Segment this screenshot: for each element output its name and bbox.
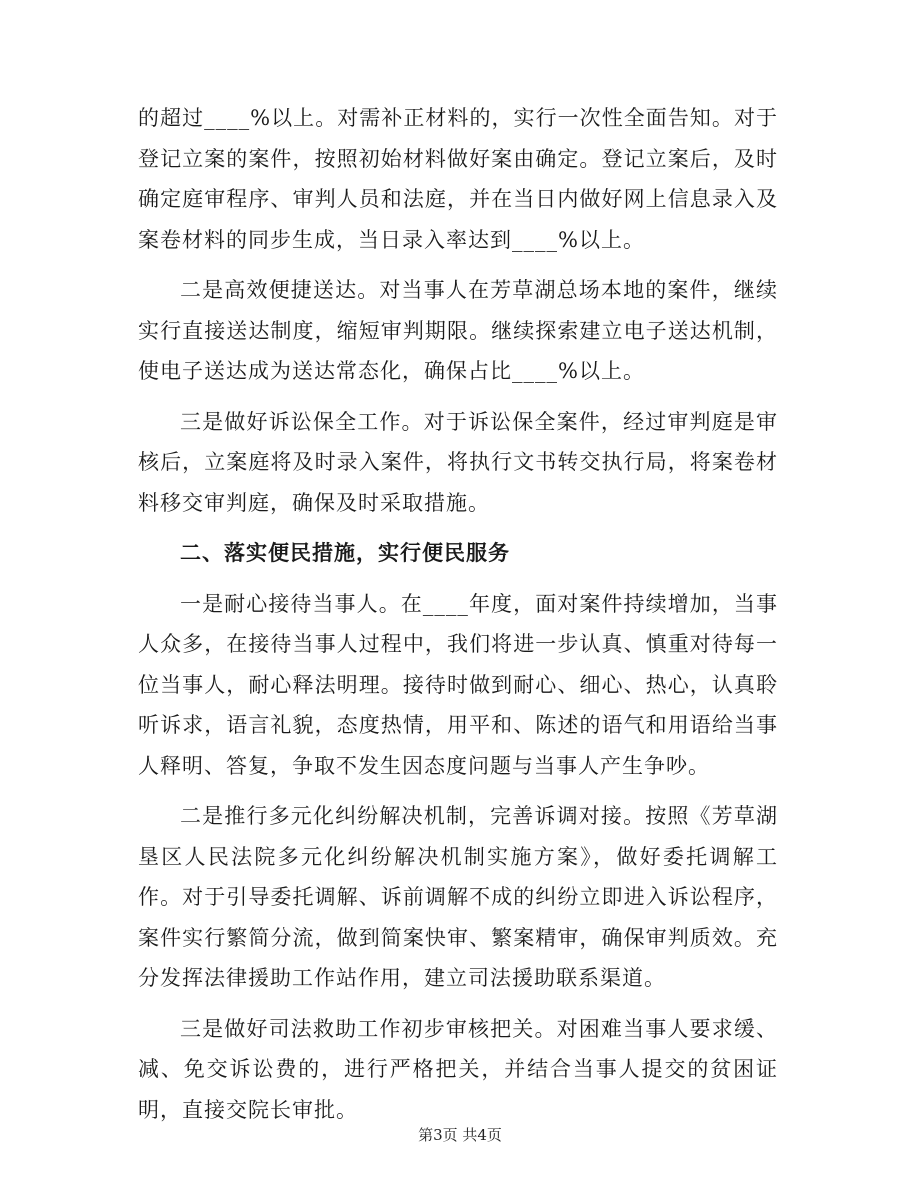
paragraph-preservation: 三是做好诉讼保全工作。对于诉讼保全案件，经过审判庭是审核后，立案庭将及时录入案件，将执行文书转交执行局，将案卷材料移交审判庭，确保及时采取措施。 bbox=[138, 409, 778, 515]
paragraph-judicial-aid: 三是做好司法救助工作初步审核把关。对困难当事人要求缓、减、免交诉讼费的，进行严格把关，并结合当事人提交的贫困证明，直接交院长审批。 bbox=[138, 1016, 778, 1122]
page-number-footer: 第3页 共4页 bbox=[418, 1126, 502, 1144]
paragraph-mediation: 二是推行多元化纠纷解决机制，完善诉调对接。按照《芳草湖垦区人民法院多元化纠纷解决机制实施方案》，做好委托调解工作。对于引导委托调解、诉前调解不成的纠纷立即进入诉讼程序，案件实行繁简分流，做到简案快审、繁案精审，确保审判质效。充分发挥法律援助工作站作用，建立司法援助联系渠道。 bbox=[138, 804, 778, 990]
paragraph-continued: 的超过____%以上。对需补正材料的，实行一次性全面告知。对于登记立案的案件，按照初始材料做好案由确定。登记立案后，及时确定庭审程序、审判人员和法庭，并在当日内做好网上信息录入及案卷材料的同步生成，当日录入率达到____%以上。 bbox=[138, 106, 778, 252]
paragraph-reception: 一是耐心接待当事人。在____年度，面对案件持续增加，当事人众多，在接待当事人过程中，我们将进一步认真、慎重对待每一位当事人，耐心释法明理。接待时做到耐心、细心、热心，认真聆听诉求，语言礼貌，态度热情，用平和、陈述的语气和用语给当事人释明、答复，争取不发生因态度问题与当事人产生争吵。 bbox=[138, 591, 778, 778]
paragraph-delivery: 二是高效便捷送达。对当事人在芳草湖总场本地的案件，继续实行直接送达制度，缩短审判期限。继续探索建立电子送达机制，使电子送达成为送达常态化，确保占比____%以上。 bbox=[138, 278, 778, 383]
section-heading: 二、落实便民措施，实行便民服务 bbox=[180, 540, 510, 565]
document-body bbox=[138, 98, 778, 1140]
